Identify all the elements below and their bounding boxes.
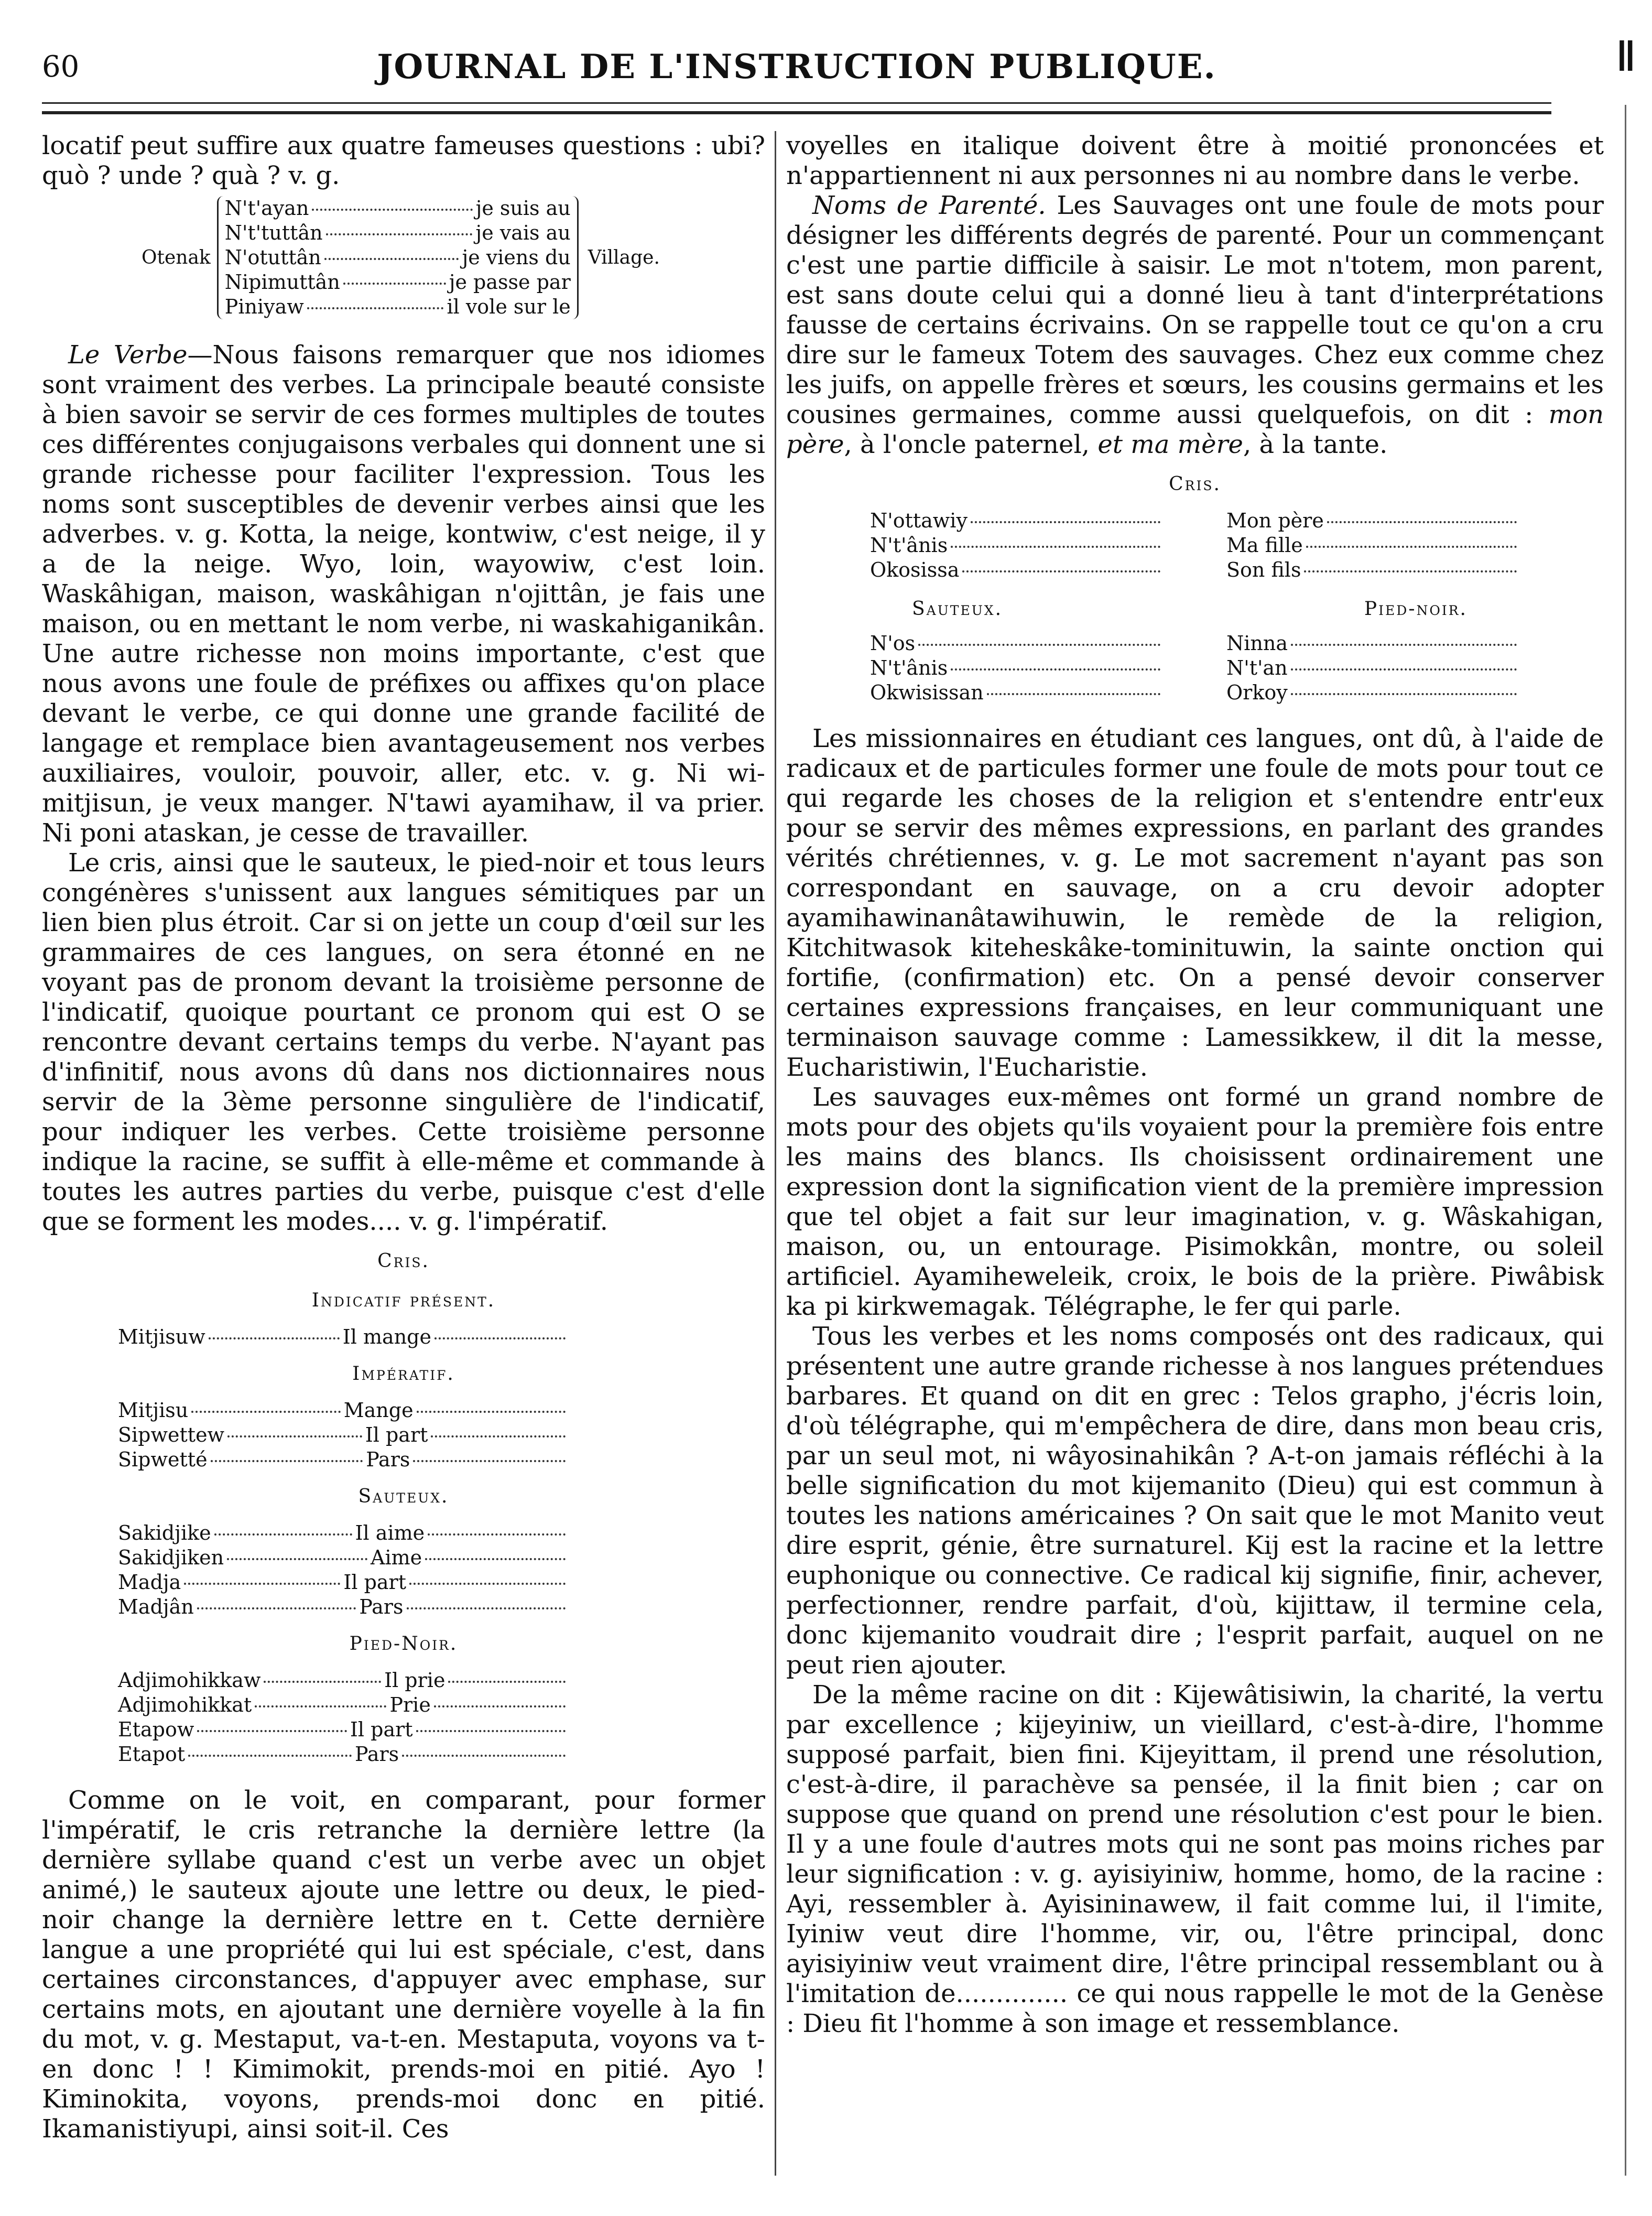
cell-left: Sipwetté — [118, 1448, 208, 1471]
cell-right: Mon père — [1226, 509, 1324, 532]
locatif-lead: Otenak — [142, 247, 211, 268]
cell-left: Etapot — [118, 1743, 186, 1766]
cell-right: Il part — [365, 1423, 428, 1446]
table-row — [118, 1742, 569, 1767]
cell-left: Okosissa — [870, 558, 960, 581]
table-subtitle: Impératif. — [352, 1363, 455, 1385]
piednoir-words — [1226, 631, 1520, 705]
cell-right: Il mange — [342, 1325, 431, 1348]
table-row — [118, 1521, 569, 1545]
table-row — [1226, 533, 1520, 558]
table-row — [118, 1570, 569, 1595]
cell-right: Ma fille — [1226, 534, 1303, 557]
paragraph-verbe — [42, 340, 765, 848]
piednoir-table — [118, 1668, 569, 1767]
cell-left: N't'ânis — [870, 656, 948, 679]
cell-right: Mange — [343, 1399, 414, 1422]
paragraph: Tous les verbes et les noms composés ont des radicaux, qui présentent une autre grande richesse à nos langues prétendues barbares. Et quand on dit en grec : Telos grapho, j'écris loin, d'où télégraphe, qui m'empêchera de dire, dans mon beau cris, par un seul mot, ni wâyosinahikân ? A-t-on jamais réfléchi à la belle signification du mot kijemanito (Dieu) qui est commun à toutes les nations américaines ? On sait que le mot Manito veut dire esprit, génie, être surnaturel. Kij est la racine et la lettre euphonique ou connective. Ce radical kij signifie, finir, achever, perfectionner, rendre parfait, d'où, kijittaw, il termine cela, donc kijemanito voudrait dire ; l'esprit parfait, auquel on ne peut rien ajouter. — [786, 1322, 1604, 1680]
cell-right: Il aime — [355, 1521, 425, 1544]
paragraph: De la même racine on dit : Kijewâtisiwin, la charité, la vertu par excellence ; kijeyiniw, un vieillard, c'est-à-dire, l'homme supposé parfait, bien fini. Kijeyittam, il prend une résolution, c'est-à-dire, il parachève sa pensée, il la finit bien ; car on suppose que quand on prend une résolution c'est pour le bien. Il y a une foule d'autres mots qui ne sont pas moins riches par leur signification : v. g. ayisiyiniw, homme, homo, de la racine : Ayi, ressembler à. Ayisininawew, il fait comme lui, il l'imite, Iyiniw veut dire l'homme, vir, ou, l'être principal, donc ayisiyiniw veut vraiment dire, l'être principal ressemblant ou à l'imitation de.............. ce qui nous rappelle le mot de la Genèse : Dieu fit l'homme à son image et ressemblance. — [786, 1680, 1604, 2038]
cell-right: Ninna — [1226, 632, 1288, 655]
cree-word: N't'tuttân — [224, 221, 323, 244]
table-row — [118, 1693, 569, 1717]
table-row — [118, 1447, 569, 1472]
locatif-trail: Village. — [588, 247, 660, 268]
cell-right: Pars — [359, 1595, 404, 1618]
cell-left: Etapow — [118, 1718, 194, 1741]
table-subtitle: Pied-Noir. — [349, 1633, 458, 1655]
cell-right: Aime — [371, 1546, 422, 1569]
table-row — [1226, 656, 1520, 680]
right-column — [786, 131, 1604, 2039]
paragraph: Comme on le voit, en comparant, pour former l'impératif, le cris retranche la dernière lettre (la dernière syllabe quand c'est un verbe avec un objet animé,) le sauteux ajoute une lettre ou deux, le pied-noir change la dernière lettre en t. Cette dernière langue a une propriété qui lui est spéciale, c'est, dans certaines circonstances, d'appuyer avec emphase, sur certains mots, en ajoutant une dernière voyelle à la fin du mot, v. g. Mestaput, va-t-en. Mestaputa, voyons va t-en donc ! ! Kimimokit, prends-moi en pitié. Ayo ! Kiminokita, voyons, prends-moi donc en pitié. Ikamanistiyupi, ainsi soit-il. Ces — [42, 1786, 765, 2144]
table-row — [118, 1423, 569, 1447]
table-row — [1226, 558, 1520, 582]
cree-word: Piniyaw — [224, 295, 304, 318]
indicatif-table — [118, 1325, 569, 1349]
cree-word: Nipimuttân — [224, 271, 340, 294]
table-title: Cris. — [1169, 473, 1221, 495]
table-subtitle: Indicatif présent. — [311, 1290, 496, 1311]
cell-right: Il part — [343, 1571, 406, 1594]
imperatif-table — [118, 1398, 569, 1472]
header-rule-thick — [42, 111, 1551, 114]
locatif-table — [142, 196, 765, 319]
table-row — [1226, 680, 1520, 705]
table-row — [1226, 631, 1520, 656]
table-row — [118, 1325, 569, 1349]
french-word: je passe par — [449, 271, 571, 294]
table-row — [225, 295, 571, 319]
table-subtitles — [912, 594, 1468, 624]
paragraph: locatif peut suffire aux quatre fameuses questions : ubi? quò ? unde ? quà ? v. g. — [42, 131, 765, 190]
cell-right: Il prie — [384, 1669, 445, 1692]
left-column — [42, 131, 765, 2144]
french-word: je vais au — [475, 221, 571, 244]
section-label: Le Verbe — [68, 340, 188, 370]
italic-text: mon père — [786, 400, 1604, 459]
cell-right: Pars — [366, 1448, 410, 1471]
paragraph-text: Les Sauvages ont une foule de mots pour désigner les différents degrés de parenté. Pour un commençant c'est une partie difficile à saisir. Le mot n'totem, mon parent, est sans doute celui qui a donné lieu à tant d'interprétations fausse de certains écrivains. On se rappelle tout ce qu'on a cru dire sur le fameux Totem des sauvages. Chez eux comme chez les juifs, on appelle frères et sœurs, les cousins germains et les cousines germaines, comme aussi quelquefois, on dit : — [786, 191, 1604, 429]
french-word: il vole sur le — [447, 295, 571, 318]
edge-marks: ǁ — [1615, 31, 1636, 81]
cell-right: N't'an — [1226, 656, 1288, 679]
cell-right: Son fils — [1226, 558, 1301, 581]
french-word: je viens du — [462, 246, 571, 269]
cris-words — [870, 509, 1164, 582]
paragraph: Les sauvages eux-mêmes ont formé un grand nombre de mots pour des objets qu'ils voyaient pour la première fois entre les mains des blancs. Ils choisissent ordinairement une expression dont la signification vient de la première impression que tel objet a fait sur leur imagination, v. g. Wâskahigan, maison, ou, un entourage. Pisimokkân, montre, ou soleil artificiel. Ayamiheweleik, croix, le bois de la prière. Piwâbisk ka pi kirkwemagak. Télégraphe, le fer qui parle. — [786, 1083, 1604, 1321]
table-row — [118, 1668, 569, 1693]
cell-left: Sakidjiken — [118, 1546, 224, 1569]
cell-left: Mitjisu — [118, 1399, 189, 1422]
cell-left: N'ottawiy — [870, 509, 968, 532]
cell-left: Madjân — [118, 1595, 194, 1618]
sauteux-piednoir-table — [870, 631, 1520, 705]
margin-rule — [1625, 105, 1626, 2176]
table-row — [870, 558, 1164, 582]
table-row — [118, 1595, 569, 1619]
cell-right: Orkoy — [1226, 681, 1288, 704]
page-header — [42, 39, 1551, 100]
cell-right: Prie — [389, 1693, 431, 1716]
cell-left: N't'ânis — [870, 534, 948, 557]
column-divider — [775, 131, 776, 2176]
cell-left: Sakidjike — [118, 1521, 211, 1544]
cell-left: Madja — [118, 1571, 181, 1594]
cree-word: N'otuttân — [224, 246, 321, 269]
table-row — [870, 509, 1164, 533]
table-row — [1226, 509, 1520, 533]
paragraph-text: , à la tante. — [1243, 430, 1388, 459]
paragraph-text: , à l'oncle paternel, — [844, 430, 1098, 459]
cell-left: Adjimohikkat — [118, 1693, 252, 1716]
paragraph-text: —Nous faisons remarquer que nos idiomes sont vraiment des verbes. La principale beauté consiste à bien savoir se servir de ces formes multiples de toutes ces différentes conjugaisons verbales qui donnent une si grande richesse pour faciliter l'expression. Tous les noms sont susceptibles de devenir verbes ainsi que les adverbes. v. g. Kotta, la neige, kontwiw, c'est neige, il y a de la neige. Wyo, loin, wayowiw, c'est loin. Waskâhigan, maison, waskâhigan n'ojittân, je fais une maison, ou en mettant le nom verbe, ni waskahiganikân. Une autre richesse non moins importante, c'est que nous avons une foule de préfixes ou affixes qu'on place devant le verbe, ce qui donne une grande facilité de langage et remplace bien avantageusement nos verbes auxiliaires, vouloir, pouvoir, aller, etc. v. g. Ni wi-mitjisun, je veux manger. N'tawi ayamihaw, il va prier. Ni poni ataskan, je cesse de travailler. — [42, 340, 766, 848]
sauteux-words — [870, 631, 1164, 705]
table-row — [870, 680, 1164, 705]
table-row — [870, 656, 1164, 680]
cell-right: Pars — [354, 1743, 399, 1766]
cell-left: Sipwettew — [118, 1423, 225, 1446]
paragraph: Les missionnaires en étudiant ces langues, ont dû, à l'aide de radicaux et de particules former une foule de mots pour tout ce qui regarde les choses de la religion et s'entendre entr'eux pour se servir des mêmes expressions, en parlant des grandes vérités chrétiennes, v. g. Le mot sacrement n'ayant pas son correspondant en sauvage, on a cru devoir adopter ayamihawinanâtawihuwin, le remède de la religion, Kitchitwasok kiteheskâke-tominituwin, la sainte onction qui fortifie, (confirmation) etc. On a pensé devoir conserver certaines expressions françaises, en leur communiquant une terminaison sauvage comme : Lamessikkew, il dit la messe, Eucharistiwin, l'Eucharistie. — [786, 724, 1604, 1082]
cell-left: Mitjisuw — [118, 1325, 205, 1348]
table-row — [870, 533, 1164, 558]
table-subtitle: Sauteux. — [358, 1486, 449, 1507]
table-row — [225, 196, 571, 221]
table-subtitle: Sauteux. — [912, 598, 1003, 620]
french-word: je suis au — [475, 197, 571, 220]
table-row — [870, 631, 1164, 656]
paragraph: Le cris, ainsi que le sauteux, le pied-noir et tous leurs congénères s'unissent aux langues sémitiques par un lien bien plus étroit. Car si on jette un coup d'œil sur les grammaires de ces langues, on sera étonné en ne voyant pas de pronom devant la troisième personne de l'indicatif, quoique pourtant ce pronom qui est O se rencontre devant certains temps du verbe. N'ayant pas d'infinitif, nous avons dû dans nos dictionnaires nous servir de la 3ème personne singulière de l'indicatif, pour indiquer les verbes. Cette troisième personne indique la racine, se suffit à elle-même et commande à toutes les autres parties du verbe, puisque c'est d'elle que se forment les modes.... v. g. l'impératif. — [42, 848, 765, 1236]
table-row — [225, 245, 571, 270]
french-words — [1226, 509, 1520, 582]
table-row — [225, 221, 571, 245]
table-row — [118, 1398, 569, 1423]
cree-word: N't'ayan — [224, 197, 309, 220]
cris-parente-table — [870, 509, 1520, 582]
paragraph-parente — [786, 191, 1604, 460]
sauteux-table — [118, 1521, 569, 1619]
cell-left: Okwisissan — [870, 681, 984, 704]
section-label: Noms de Parenté. — [812, 191, 1046, 220]
header-rule — [42, 102, 1551, 104]
table-title: Cris. — [377, 1250, 430, 1272]
cell-left: N'os — [870, 632, 916, 655]
italic-text: et ma mère — [1097, 430, 1243, 459]
page-number: 60 — [42, 50, 80, 84]
paragraph: voyelles en italique doivent être à moitié prononcées et n'appartiennent ni aux personnes ni au nombre dans le verbe. — [786, 131, 1604, 190]
table-row — [118, 1545, 569, 1570]
table-subtitle: Pied-noir. — [1364, 598, 1468, 620]
table-row — [225, 270, 571, 295]
cell-left: Adjimohikkaw — [118, 1669, 261, 1692]
cell-right: Il part — [350, 1718, 413, 1741]
locatif-rows — [217, 196, 579, 319]
running-title: JOURNAL DE L'INSTRUCTION PUBLIQUE. — [377, 47, 1216, 87]
table-row — [118, 1717, 569, 1742]
